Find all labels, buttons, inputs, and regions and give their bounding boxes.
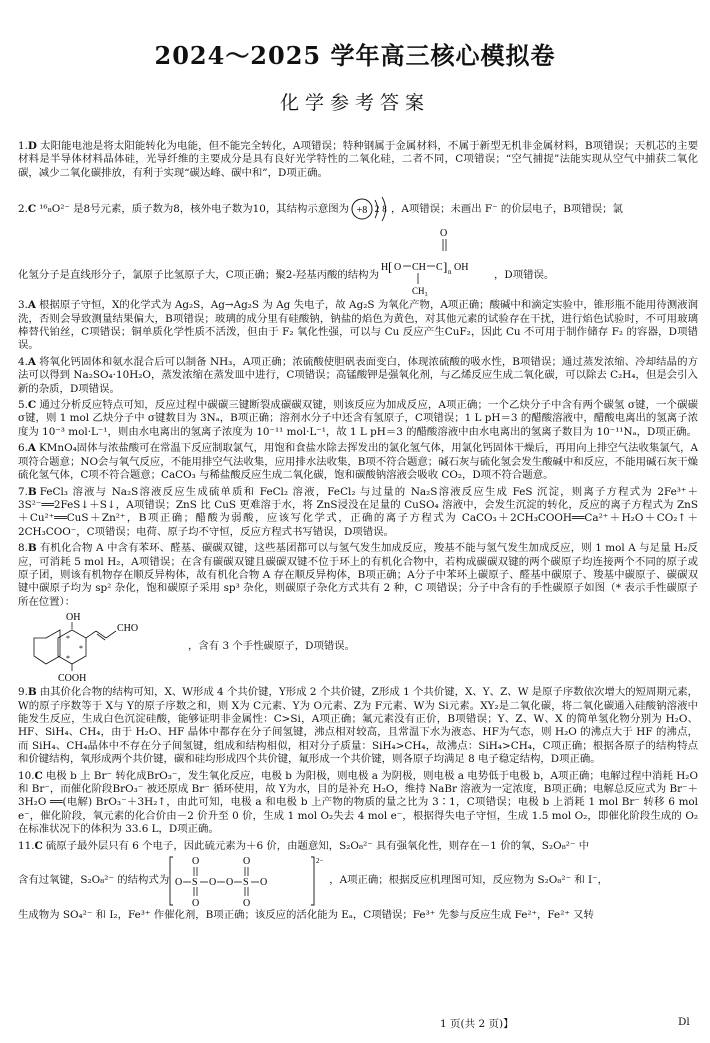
answer-item-4: 4.A 将氧化钙固体和氨水混合后可以制备 NH₃，A项正确；浓硫酸使胆矾表面变白，体现浓硫酸的吸水性，B项错误；通过蒸发浓缩、冷却结晶的方法可以得到 Na₂SO₄·10H₂O，蒸发浓缩在蒸发皿中进行，C项错误；高锰酸钾是强氧化剂，与乙烯反应生成二氧化碳，可以除去 C₂H₄，但是会引入新的杂质，D项错误。 [18, 355, 698, 395]
answer-item-8: 8.B 有机化合物 A 中含有苯环、醛基、碳碳双键，这些基团都可以与氢气发生加成反应，羧基不能与氢气发生加成反应，则 1 mol A 与足量 H₂反应，可消耗 5 mol H₂，A项错误；在含有碳碳双键且碳碳双键不位于环上的有机化合物中，若构成碳碳双键的两个碳原子均连接两个不同的原子或原子团，则该有机物存在顺反异构体，故有机化合物 A 存在顺反异构体，B项正确；A分子中苯环上碳原子、醛基中碳原子、羧基中碳原子、碳碳双键中碳原子均为 sp² 杂化，饱和碳原子采用 sp³ 杂化，则碳原子杂化方式共有 2 种，C 项错误；分子中含有的手性碳原子如图（* 表示手性碳原子所在位置）： OH * * * CHO COOH ，含有 3 个手性碳原子，D项错误。 [18, 542, 698, 684]
svg-text:O: O [393, 262, 402, 274]
svg-text:]: ] [442, 259, 448, 275]
svg-text:O: O [243, 856, 251, 868]
answer-item-1: 1.D 太阳能电池是将太阳能转化为电能，但不能完全转化，A项错误；特种钢属于金属材料，不属于新型无机非金属材料，B项错误；天机芯的主要材料是半导体材料晶体硅，光导纤维的主要成分是具有良好光学特性的二氧化硅，二者不同，C项错误；“空气捕捉”法能实现从空气中捕获二氧化碳，减少二氧化碳排放，有利于实现“碳达峰、碳中和”，D项正确。 [18, 140, 698, 179]
svg-text:OH: OH [453, 262, 469, 274]
peroxydisulfate-structure [169, 853, 329, 909]
svg-text:*: * [66, 634, 70, 644]
svg-text:CHO: CHO [117, 623, 139, 635]
paper-code: Dl [678, 1016, 690, 1028]
svg-text:CH: CH [411, 262, 426, 274]
svg-text:O: O [226, 877, 234, 889]
svg-text:2−: 2− [316, 857, 324, 866]
answer-item-6: 6.A KMnO₄固体与浓盐酸可在常温下反应制取氯气，用饱和食盐水除去挥发出的氯化氢气体，用氯化钙固体干燥后，再用向上排空气法收集氯气，A项符合题意；NO会与氧气反应，不能用排空气法收集，应用排水法收集，B项不符合题意；碱石灰与硫化氢会发生酸碱中和反应，不能用碱石灰干燥硫化氢气体，C项不符合题意；CaCO₃ 与稀盐酸反应生成二氧化碳，饱和碳酸钠溶液会吸收 CO₂，D项不符合题意。 [18, 442, 698, 482]
svg-text:+8: +8 [356, 205, 368, 217]
oxygen-ion-structure-diagram [349, 194, 391, 224]
svg-text:O: O [260, 877, 268, 889]
polylactic-acid-formula [379, 254, 494, 296]
svg-text:n: n [447, 268, 452, 277]
svg-text:O: O [175, 877, 183, 889]
svg-text:COOH: COOH [58, 673, 87, 684]
svg-text:S: S [243, 877, 249, 889]
svg-text:[: [ [387, 259, 393, 275]
svg-text:8: 8 [382, 204, 387, 215]
svg-text:*: * [66, 654, 70, 664]
answer-item-10: 10.C 电极 b 上 Br⁻ 转化成BrO₃⁻，发生氧化反应，电极 b 为阳极，则电极 a 为阴极，则电极 a 电势低于电极 b，A项正确；电解过程中消耗 H₂O 和 Br⁻，而催化阶段BrO₃⁻ 被还原成 Br⁻ 循环使用，故 Y为水，目的是补充 H₂O，维持 NaBr 溶液为一定浓度，B项正确；电解总反应式为 Br⁻＋3H₂O ══(电解) BrO₃⁻＋3H₂↑，由此可知，电极 a 和电极 b 上产物的物质的量之比为 3∶1，C项错误；电极 b 上消耗 1 mol Br⁻ 转移 6 mol e⁻，催化阶段，氧元素的化合价由－2 价升至 0 价，生成 1 mol O₂失去 4 mol e⁻，根据得失电子守恒，生成 1.5 mol O₂，即催化阶段生成的 O₂ 在标准状况下的体积为 33.6 L，D项正确。 [18, 769, 698, 836]
page-subtitle: 化学参考答案 [279, 92, 430, 114]
svg-text:O: O [192, 898, 200, 910]
svg-text:O: O [243, 898, 251, 910]
page-title: 2024～2025 学年高三核心模拟卷 [154, 41, 556, 70]
svg-text:O: O [209, 877, 217, 889]
svg-text:OH: OH [66, 612, 81, 624]
svg-text:H: H [380, 262, 389, 274]
page-number: 1 页(共 2 页)】 [440, 1018, 514, 1030]
answer-item-7: 7.B FeCl₃ 溶液与 Na₂S溶液反应生成硫单质和 FeCl₂ 溶液，FeCl₂ 与过量的 Na₂S溶液反应生成 FeS 沉淀，则离子方程式为 2Fe³⁺＋3S²⁻══2FeS↓＋S↓，A项错误；ZnS 比 CuS 更难溶于水，将 ZnS浸没在足量的 CuSO₄ 溶液中，会发生沉淀的转化，反应的离子方程式为 ZnS＋Cu²⁺══CuS＋Zn²⁺，B项正确；醋酸为弱酸，应该写化学式，正确的离子方程式为 CaCO₃＋2CH₃COOH══Ca²⁺＋H₂O＋CO₂↑＋2CH₃COO⁻，C项错误；电荷、原子均不守恒，反应方程式书写错误，D项错误。 [18, 485, 698, 538]
svg-text:*: * [79, 644, 83, 654]
answer-item-5: 5.C 通过分析反应特点可知，反应过程中碳碳三键断裂成碳碳双键，则该反应为加成反应，A项正确；一个乙炔分子中含有两个碳氢 σ键，一个碳碳 σ键，则 1 mol 乙炔分子中 σ键数目为 3Nₐ，B项正确；溶剂水分子中还含有氢原子，C项错误；1 L pH＝3 的醋酸溶液中，醋酸电离出的氢离子浓度为 10⁻³ mol·L⁻¹，则由水电离出的氢离子浓度为 10⁻¹¹ mol·L⁻¹，故 1 L pH＝3 的醋酸溶液中由水电离出的氢离子数目为 10⁻¹¹Nₐ，D项正确。 [18, 399, 698, 438]
svg-text:CH₃: CH₃ [411, 286, 428, 297]
answer-item-9: 9.B 由其价化合物的结构可知，X、W形成 4 个共价键，Y形成 2 个共价键，Z形成 1 个共价键，X、Y、Z、W 是原子序数依次增大的短周期元素，W的原子序数等于 X与 Y的原子序数之和，则 X为 C元素、Y为 O元素、Z为 F元素、W为 Si元素。XY₂是二氧化碳，将二氧化碳通入硅酸钠溶液中能发生反应，生成白色沉淀硅酸，能够证明非金属性：C>Si，A项正确；氟元素没有正价，B项错误；Y、Z、W、X 的简单氢化物分别为 H₂O、HF、SiH₄、CH₄，由于 H₂O、HF 晶体中都存在分子间氢键，沸点相对较高，且常温下水为液态、HF为气态，则 H₂O 的沸点大于 HF 的沸点，而 SiH₄、CH₄晶体中不存在分子间氢键，组成和结构相似，相对分子质量：SiH₄>CH₄，故沸点：SiH₄>CH₄，C项正确；根据各原子的结构特点和价键结构，氧形成两个共价键，碳和硅均形成四个共价键，氟形成一个共价键，则各原子均满足 8 电子稳定结构，D项正确。 [18, 686, 698, 766]
answer-item-11: 11.C 硫原子最外层只有 6 个电子，因此硫元素为＋6 价，由题意知，S₂O₈²⁻ 具有强氧化性，则存在－1 价的氧，S₂O₈²⁻ 中 含有过氧键，S₂O₈²⁻ 的结构式为 2− O S O O O O S O O O ，A项正确；根据反应机理图可知，反应物为 S₂O₈²⁻ 和 I⁻， 生成物为 SO₄²⁻ 和 I₂，Fe³⁺ 作催化剂，B项正确；该反应的活化能为 Eₐ，C项错误；Fe³⁺ 先参与反应生成 Fe²⁺，Fe²⁺ 又转 [18, 839, 609, 922]
svg-text:S: S [192, 877, 198, 889]
answer-item-3: 3.A 根据原子守恒，X的化学式为 Ag₂S，Ag→Ag₂S 为 Ag 失电子，故 Ag₂S 为氧化产物，A项正确；酸碱中和滴定实验中，锥形瓶不能用待测液润洗，否则会导致测量结果偏大，B项错误；玻璃的成分里有硅酸钠，钠盐的焰色为黄色，对其他元素的试验存在干扰，进行焰色试验时，不可用玻璃棒替代铂丝，C项错误；铜单质化学性质不活泼，但由于 F₂ 氧化性强，可以与 Cu 反应产生CuF₂，因此 Cu 不可用于制作储存 F₂ 的容器，D项错误。 [18, 299, 698, 352]
svg-text:O: O [192, 856, 200, 868]
svg-text:2: 2 [374, 204, 380, 215]
svg-text:O: O [440, 228, 448, 240]
answer-content [18, 140, 698, 925]
answer-item-2: 2. C ¹⁶₈O²⁻ 是8号元素，质子数为8，核外电子数为10，其结构示意图为 +8 2 8 ，A项错误；未画出 F⁻ 的价层电子，B项错误；氯 O 化氢分子是直线形分子，氯原子比氢原子大，C项正确；聚2-羟基丙酸的结构为 H [ O CH CH₃ C ] n OH ，D项错误。 [18, 194, 698, 296]
chiral-carbon-structure [28, 611, 178, 683]
svg-text:C: C [435, 262, 443, 274]
